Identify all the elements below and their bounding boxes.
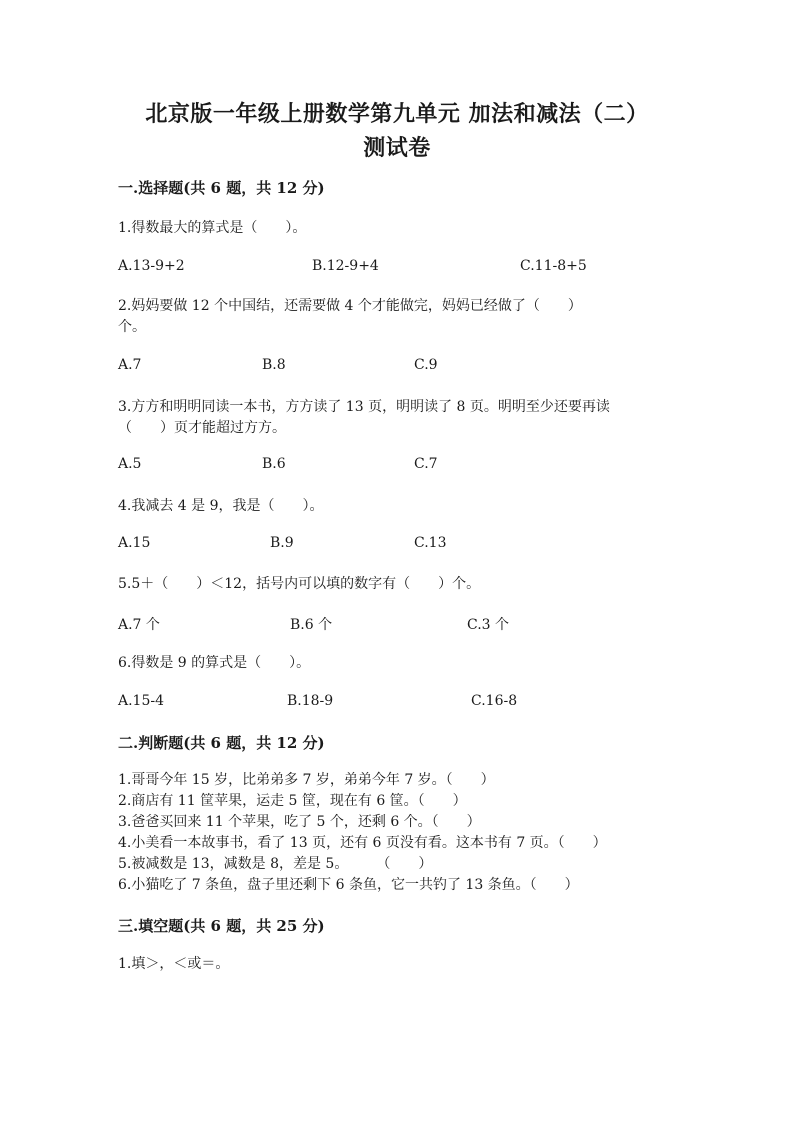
question-4-option-c: C.13 (414, 535, 447, 551)
question-3-stem-line1: 3.方方和明明同读一本书，方方读了 13 页，明明读了 8 页。明明至少还要再读 (118, 399, 610, 415)
question-6-option-b: B.18-9 (287, 693, 334, 709)
question-4-option-b: B.9 (270, 535, 294, 551)
question-5-option-c: C.3 个 (467, 617, 510, 633)
question-4-option-a: A.15 (118, 535, 151, 551)
question-6-stem: 6.得数是 9 的算式是（ ）。 (118, 655, 311, 671)
question-2-option-a: A.7 (118, 357, 142, 373)
question-3-option-a: A.5 (118, 456, 142, 472)
page-title: 北京版一年级上册数学第九单元 加法和减法（二） (145, 101, 649, 127)
judgement-item-4: 4.小美看一本故事书，看了 13 页，还有 6 页没有看。这本书有 7 页。（ ） (118, 835, 607, 851)
judgement-item-6: 6.小猫吃了 7 条鱼，盘子里还剩下 6 条鱼，它一共钓了 13 条鱼。（ ） (118, 877, 579, 893)
question-1-option-c: C.11-8+5 (520, 258, 587, 274)
question-3-option-c: C.7 (414, 456, 438, 472)
judgement-item-1: 1.哥哥今年 15 岁，比弟弟多 7 岁，弟弟今年 7 岁。（ ） (118, 772, 495, 788)
question-1-stem: 1.得数最大的算式是（ ）。 (118, 220, 307, 236)
judgement-item-5: 5.被减数是 13，减数是 8，差是 5。 （ ） (118, 856, 433, 872)
question-2-option-c: C.9 (414, 357, 438, 373)
question-5-stem: 5.5＋（ ）＜12，括号内可以填的数字有（ ）个。 (118, 576, 481, 592)
question-6-option-c: C.16-8 (471, 693, 518, 709)
question-1-option-b: B.12-9+4 (312, 258, 379, 274)
judgement-item-3: 3.爸爸买回来 11 个苹果，吃了 5 个，还剩 6 个。（ ） (118, 814, 481, 830)
fill-item-1: 1.填＞，＜或＝。 (118, 956, 230, 972)
page-subtitle: 测试卷 (363, 135, 431, 161)
section-heading-judgement: 二.判断题(共 6 题，共 12 分) (118, 734, 325, 752)
question-3-stem-line2: （ ）页才能超过方方。 (118, 420, 286, 436)
judgement-item-2: 2.商店有 11 筐苹果，运走 5 筐，现在有 6 筐。（ ） (118, 793, 467, 809)
question-2-stem-line1: 2.妈妈要做 12 个中国结，还需要做 4 个才能做完，妈妈已经做了（ ） (118, 298, 582, 314)
question-3-option-b: B.6 (262, 456, 286, 472)
question-6-option-a: A.15-4 (118, 693, 165, 709)
question-5-option-a: A.7 个 (118, 617, 160, 633)
question-2-option-b: B.8 (262, 357, 286, 373)
question-4-stem: 4.我减去 4 是 9，我是（ ）。 (118, 498, 324, 514)
question-2-stem-line2: 个。 (118, 319, 146, 335)
section-heading-fill-in: 三.填空题(共 6 题，共 25 分) (118, 917, 325, 935)
question-5-option-b: B.6 个 (290, 617, 333, 633)
question-1-option-a: A.13-9+2 (118, 258, 185, 274)
section-heading-choice: 一.选择题(共 6 题，共 12 分) (118, 179, 325, 197)
